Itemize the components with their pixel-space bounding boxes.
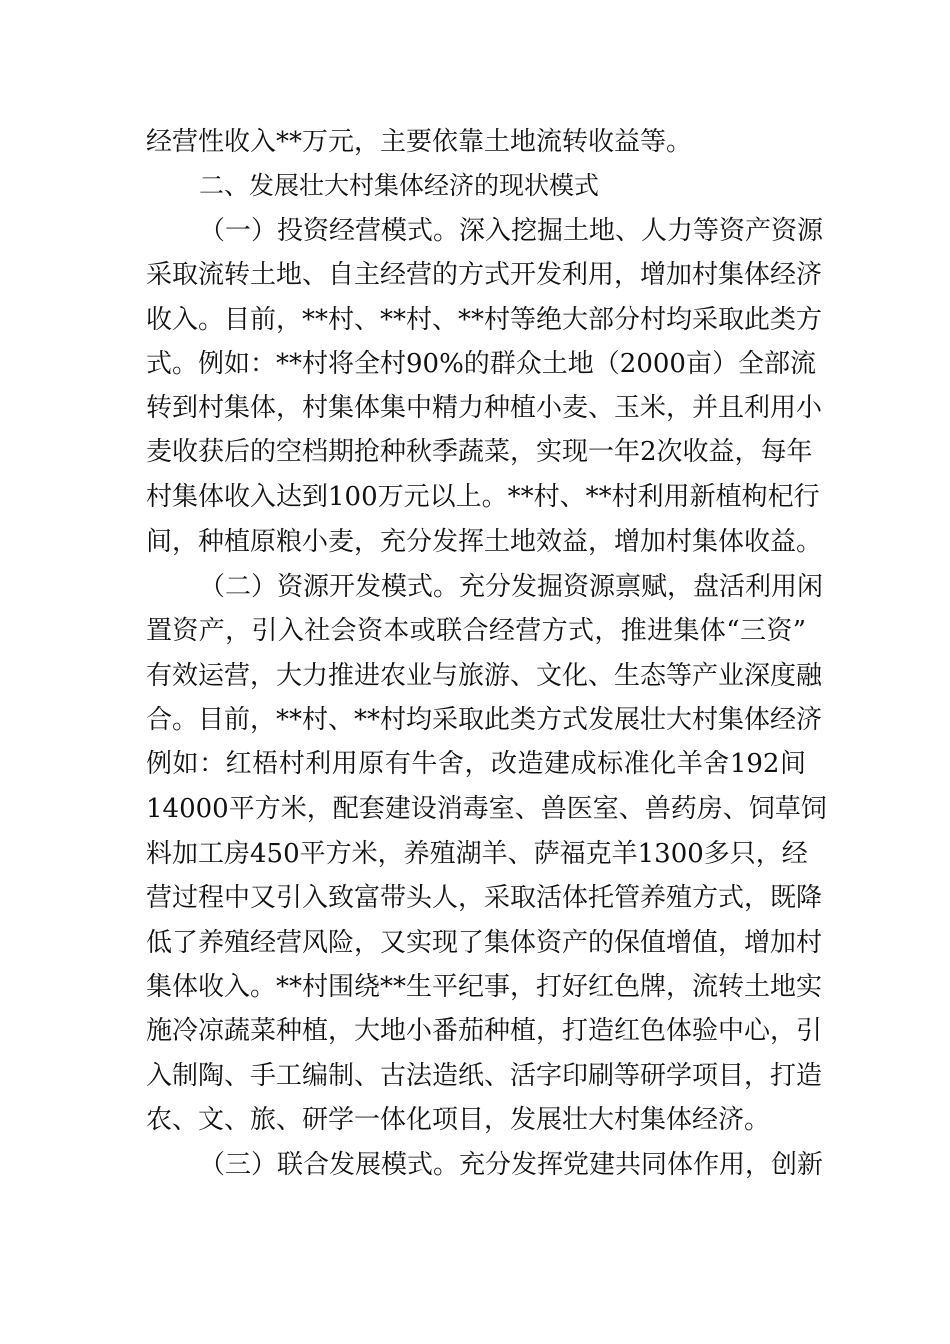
paragraph-line: 料加工房450平方米，养殖湖羊、萨福克羊1300多只，经 <box>146 839 808 869</box>
paragraph-line: 入制陶、手工编制、古法造纸、活字印刷等研学项目，打造 <box>146 1061 823 1091</box>
paragraph-line: 转到村集体，村集体集中精力种植小麦、玉米，并且利用小 <box>146 393 823 423</box>
paragraph-line: 经营性收入**万元，主要依靠土地流转收益等。 <box>146 127 693 157</box>
paragraph-line: 低了养殖经营风险，又实现了集体资产的保值增值，增加村 <box>146 928 823 958</box>
paragraph-line: 农、文、旅、研学一体化项目，发展壮大村集体经济。 <box>146 1105 771 1135</box>
paragraph-line: （三）联合发展模式。充分发挥党建共同体作用，创新 <box>199 1150 824 1180</box>
paragraph-line: 营过程中又引入致富带头人，采取活体托管养殖方式，既降 <box>146 883 823 913</box>
paragraph-line: 村集体收入达到100万元以上。**村、**村利用新植枸杞行 <box>146 482 820 512</box>
paragraph-line: 收入。目前，**村、**村、**村等绝大部分村均采取此类方 <box>146 305 823 335</box>
paragraph-line: （二）资源开发模式。充分发掘资源禀赋，盘活利用闲 <box>199 572 824 602</box>
paragraph-line: （一）投资经营模式。深入挖掘土地、人力等资产资源 <box>199 216 824 246</box>
paragraph-line: 集体收入。**村围绕**生平纪事，打好红色牌，流转土地实 <box>146 972 823 1002</box>
paragraph-line: 置资产，引入社会资本或联合经营方式，推进集体“三资” <box>146 616 806 646</box>
section-heading: 二、发展壮大村集体经济的现状模式 <box>199 171 600 200</box>
paragraph-line: 麦收获后的空档期抢种秋季蔬菜，实现一年2次收益，每年 <box>146 437 813 467</box>
paragraph-line: 间，种植原粮小麦，充分发挥土地效益，增加村集体收益。 <box>146 527 823 557</box>
paragraph-line: 采取流转土地、自主经营的方式开发利用，增加村集体经济 <box>146 260 823 290</box>
paragraph-line: 施冷凉蔬菜种植，大地小番茄种植，打造红色体验中心，引 <box>146 1016 823 1046</box>
paragraph-line: 例如：红梧村利用原有牛舍，改造建成标准化羊舍192间 <box>146 749 806 779</box>
paragraph-line: 式。例如：**村将全村90%的群众土地（2000亩）全部流 <box>146 349 816 379</box>
paragraph-line: 有效运营，大力推进农业与旅游、文化、生态等产业深度融 <box>146 661 823 691</box>
paragraph-line: 合。目前，**村、**村均采取此类方式发展壮大村集体经济 <box>146 705 823 735</box>
paragraph-line: 14000平方米，配套建设消毒室、兽医室、兽药房、饲草饲 <box>146 794 827 824</box>
